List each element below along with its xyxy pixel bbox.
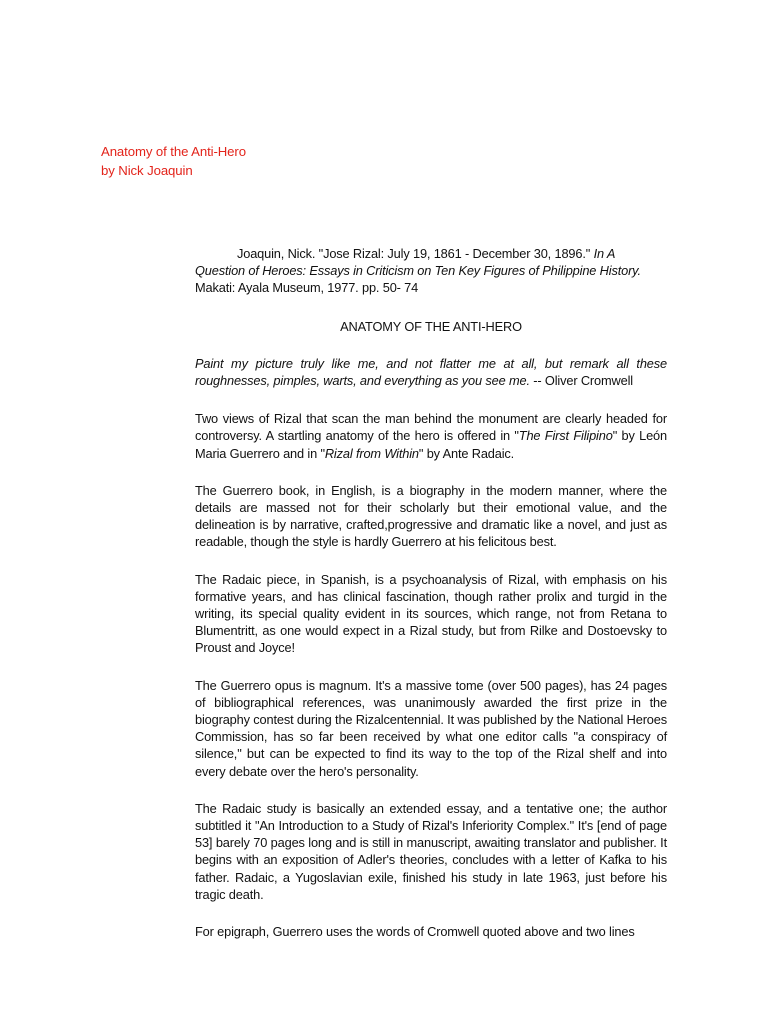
paragraph-1-text-e: " by Ante Radaic. [418,445,515,461]
epigraph [195,355,667,389]
epigraph-attribution: -- Oliver Cromwell [529,373,633,389]
article-body [195,245,667,960]
citation-tail: Makati: Ayala Museum, 1977. pp. 50- 74 [195,280,419,296]
paragraph-3: The Radaic piece, in Spanish, is a psychoanalysis of Rizal, with emphasis on his formative years, and has clinical fascination, though rather prolix and turgid in the writing, its special quality evident in its sources, which range, not from Retana to Blumentritt, as one would expect in a Rizal study, but from Rilke and Dostoevsky to Proust and Joyce! [195,571,667,656]
citation-italic: In A Question of Heroes: Essays in Criticism on Ten Key Figures of Philippine History. [195,246,641,279]
citation-lead: Joaquin, Nick. "Jose Rizal: July 19, 1861 - December 30, 1896." [237,246,594,261]
book-title-rizal-from-within: Rizal from Within [324,445,419,461]
document-header [101,142,246,180]
document-author: by Nick Joaquin [101,163,193,178]
paragraph-6: For epigraph, Guerrero uses the words of Cromwell quoted above and two lines [195,924,635,940]
citation [195,245,667,297]
paragraph-4: The Guerrero opus is magnum. It's a massive tome (over 500 pages), has 24 pages of bibliographical references, was unanimously awarded the first prize in the biography contest during the Rizalcentennial. It was published by the National Heroes Commission, has so far been received by what one editor calls "a conspiracy of silence," but can be expected to find its way to the top of the Rizal shelf and into every debate over the hero's personality. [195,677,667,779]
paragraph-2: The Guerrero book, in English, is a biography in the modern manner, where the details are massed not for their scholarly but their emotional value, and the delineation is by narrative, crafted,progressive and dramatic like a novel, and just as readable, though the style is hardly Guerrero at his felicitous best. [195,482,667,550]
article-heading: ANATOMY OF THE ANTI-HERO [340,318,522,334]
book-title-first-filipino: The First Filipino [518,428,613,444]
document-title: Anatomy of the Anti-Hero [101,144,246,159]
paragraph-1-text-c: " by León Maria Guerrero and in " [195,428,667,461]
paragraph-1 [195,410,667,462]
epigraph-quote: Paint my picture truly like me, and not flatter me at all, but remark all these roughnesses, pimples, warts, and everything as you see me. [195,355,667,389]
paragraph-5: The Radaic study is basically an extended essay, and a tentative one; the author subtitled it "An Introduction to a Study of Rizal's Inferiority Complex." It's [end of page 53] barely 70 pages long and is still in manuscript, awaiting translator and publisher. It begins with an exposition of Adler's theories, concludes with a letter of Kafka to his father. Radaic, a Yugoslavian exile, finished his study in late 1963, just before his tragic death. [195,800,667,902]
paragraph-1-text-a: Two views of Rizal that scan the man behind the monument are clearly headed for controversy. A startling anatomy of the hero is offered in " [195,411,667,444]
